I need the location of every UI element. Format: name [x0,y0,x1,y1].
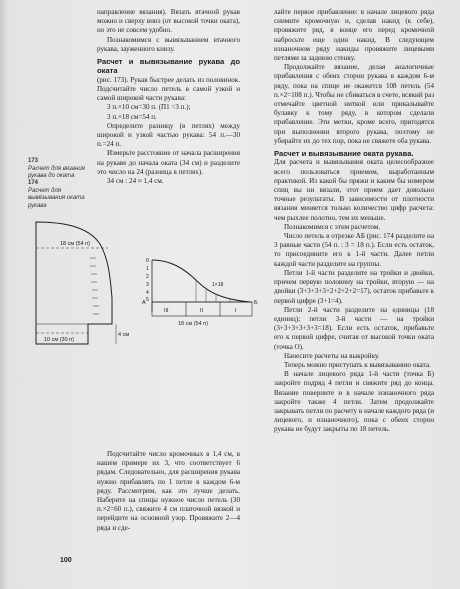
part-label-2: II [200,308,204,314]
point-label-2: 2 [146,274,149,280]
formula-line: 34 см : 24 ≈ 1,4 см. [107,177,164,186]
paragraph: Нанесите расчеты на выкройку. [284,351,380,360]
width-bottom-label: 10 см (30 п) [44,337,74,343]
paragraph: лайте первое прибавление: в начале лицевого ряда снимите кромочную и, сделав накид (к себе), провяжите ряд, в конце его перед кромочной набросьте еще один накид. В следующем изнаночном ряду накиды провяжите лицевыми петлями за заднюю стенку. [274,8,434,63]
point-label-5: 5 [146,297,149,303]
figure-174-cap-diagram [140,254,270,330]
part-label-1: I [235,308,237,314]
left-column-top [97,8,240,186]
point-label-4: 4 [146,290,149,296]
point-label-3: 3 [146,282,149,288]
figure-caption-174 [28,180,92,210]
caption-text: Расчет для вывязывания оката рукава [28,187,85,209]
paragraph: Число петель в отрезке АБ (рис. 174 разделите на 3 равные части (54 п. : 3 = 18 п.). Если есть остаток, то присоедините его к 1-й части. Далее петли каждой части разделите на группы. [274,232,434,268]
right-column [274,8,434,435]
paragraph: Теперь можно приступать к вывязыванию оката. [284,360,431,369]
left-column-bottom [97,450,240,533]
paragraph: Измерьте расстояние от начала расширения на рукаве до начала оката (34 см) и разделите это число на 24 (разница в петлях). [97,149,240,176]
increase-marks [90,258,99,314]
paragraph: Петли 2-й части разделите на единицы (18 единиц); петли 3-й части — на тройки (3+3+3+3+3+3=18). Если есть остаток, прибавьте его к первой цифре, считая от высокой точки оката (точка О). [274,305,434,351]
formula-line: 3 п.×10 см=30 п. (П1 =3 п.); [107,103,191,112]
base-width-label: 18 см (54 п) [178,321,208,327]
paragraph: В начале лицевого ряда 1-й части (точка Б) закройте подряд 4 петли и свяжите ряд до конца. Вязание поверните и в начале изнаночного ряда закройте также 4 петли. Затем продолжайте закрывать петли по расчету в начале каждого ряда (и лицевого, и изнаночного), пока с обеих сторон рукава не будут закрыты по 18 петель. [274,370,434,434]
formula-line: 3 п.×18 см=54 п. [107,112,157,121]
step-tag: 1×18 [212,282,224,288]
figure-173-sleeve-diagram [22,214,138,346]
figure-number: 173 [28,158,39,164]
paragraph: Подсчитайте число кромочных в 1,4 см, в нашем примере их 3, что соответствует 6 рядам. Следовательно, для расширения рукава нужно прибавлять по 1 петле в каждом 6-м ряду. Рассмотрим, как это лучше делать. Наберите на спицы нужное число петель (30 п.×2=60 п.), свяжите 4 см платочной вязкой и перейдите на основной узор. Провяжите 2—4 ряда и сде- [97,450,240,532]
cuff-label: 4 см [118,332,130,338]
page-number: 100 [60,557,72,564]
paragraph: Петли 1-й части разделите на тройки и двойки, причем первую половину на тройки, вторую — на двойки (3+3+3+3+2+2+2+2=17), остаток прибавьте к первой цифре (3+1=4). [274,268,434,305]
point-label-a: А [142,300,146,306]
paragraph: (рис. 173). Рукав быстрее делать из половинок. Подсчитайте число петель в самой узкой и самой широкой части рукава: [97,75,240,103]
figure-caption-173 [28,158,92,181]
section-heading: Расчет и вывязывание рукава до оката [97,57,240,76]
width-top-label: 18 см (54 п) [60,241,90,247]
paragraph: Для расчета и вывязывания оката целесообразнее всего пользоваться приемом, выработанным практикой. Из какой бы пряжи и каким бы номером спиц вы ни вязали, этот прием дает довольно точные результаты. В зависимости от плотности вязания меняется только количество цифр расчета: чем рыхлее полотно, тем их меньше. [274,158,434,222]
point-label-1: 1 [146,266,149,272]
part-label-3: III [164,308,169,314]
paragraph: направление вязания). Вязать втачной рукав можно и сверху вниз (от высокой точки оката), но это не совсем удобно. [97,8,240,35]
figure-number: 174 [28,180,39,186]
caption-text: Расчет для вязания рукава до оката [28,165,85,179]
section-heading: Расчет и вывязывание оката рукава. [274,149,414,159]
paragraph: Познакомимся с вывязыванием втачного рукава, зауженного книзу. [97,35,240,53]
cap-curve [152,260,250,302]
paragraph: Познакомимся с этим расчетом. [284,222,381,231]
paragraph: Определите разницу (в петлях) между широкой и узкой частью рукава: 54 п.—30 п.=24 п. [97,121,240,149]
point-label-b: Б [254,300,258,306]
paragraph: Продолжайте вязание, делая аналогичные прибавления с обеих сторон рукава в каждом 6-м ряду, пока на спице не окажется 108 петель (54 п.×2=108 п.). Чтобы не сбиваться в счете, всякий раз отмечайте цветной ниткой или прикалывайте булавку к тому ряду, в котором сделали прибавление. Эти метки, кроме всего, пригодятся при выполнении второго рукава, поэтому не убирайте их до тех пор, пока не свяжете оба рукава. [274,63,434,145]
point-label-0: 0 [146,258,150,264]
